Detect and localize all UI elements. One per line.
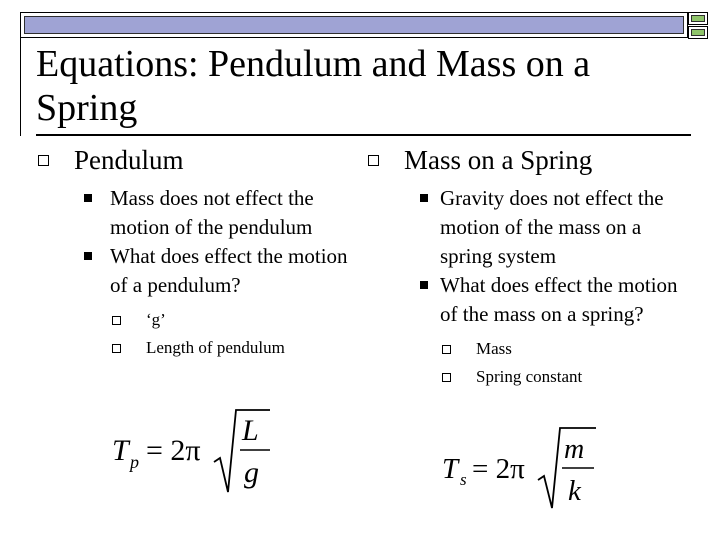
hollow-square-bullet-icon	[38, 155, 49, 166]
slide-title: Equations: Pendulum and Mass on a Spring	[36, 43, 591, 129]
formula-lhs: T	[442, 453, 459, 485]
spring-column	[366, 144, 686, 391]
spring-heading: Mass on a Spring	[366, 144, 686, 176]
pendulum-heading: Pendulum	[36, 144, 356, 176]
top-bar-fill	[24, 16, 684, 34]
list-item: Mass does not effect the motion of the pendulum	[36, 184, 356, 242]
hollow-square-bullet-icon	[112, 344, 121, 353]
corner-box-top	[688, 12, 708, 25]
hollow-square-bullet-icon	[368, 155, 379, 166]
hollow-square-bullet-icon	[442, 373, 451, 382]
formula-denominator: k	[568, 475, 581, 507]
list-item: Gravity does not effect the motion of the mass on a spring system	[366, 184, 686, 271]
list-item: What does effect the motion of a pendulum?	[36, 242, 356, 300]
spring-subpoints	[366, 335, 686, 391]
hollow-square-bullet-icon	[112, 316, 121, 325]
left-vertical-rule	[20, 38, 21, 136]
list-item: ‘g’	[36, 306, 356, 334]
spring-formula-graphic	[440, 424, 600, 514]
list-item: Spring constant	[366, 363, 686, 391]
pendulum-period-formula	[110, 404, 280, 500]
pendulum-points	[36, 184, 356, 300]
formula-subscript: p	[130, 452, 139, 472]
formula-subscript: s	[460, 470, 467, 489]
hollow-square-bullet-icon	[442, 345, 451, 354]
filled-square-bullet-icon	[420, 281, 428, 289]
top-decorative-bar	[20, 12, 688, 38]
pendulum-subpoints	[36, 306, 356, 362]
list-item: Mass	[366, 335, 686, 363]
formula-denominator: g	[244, 456, 259, 489]
corner-box-bottom	[688, 26, 708, 39]
spring-period-formula	[440, 424, 600, 514]
formula-coefficient: = 2π	[146, 434, 201, 467]
pendulum-formula-graphic	[110, 404, 280, 500]
spring-points	[366, 184, 686, 329]
filled-square-bullet-icon	[420, 194, 428, 202]
filled-square-bullet-icon	[84, 194, 92, 202]
formula-numerator: L	[242, 414, 259, 447]
formula-lhs: T	[112, 434, 129, 467]
formula-coefficient: = 2π	[472, 453, 525, 485]
title-underline	[36, 134, 691, 136]
list-item: Length of pendulum	[36, 334, 356, 362]
formula-numerator: m	[564, 434, 585, 465]
list-item: What does effect the motion of the mass on a spring?	[366, 271, 686, 329]
filled-square-bullet-icon	[84, 252, 92, 260]
pendulum-column	[36, 144, 356, 362]
